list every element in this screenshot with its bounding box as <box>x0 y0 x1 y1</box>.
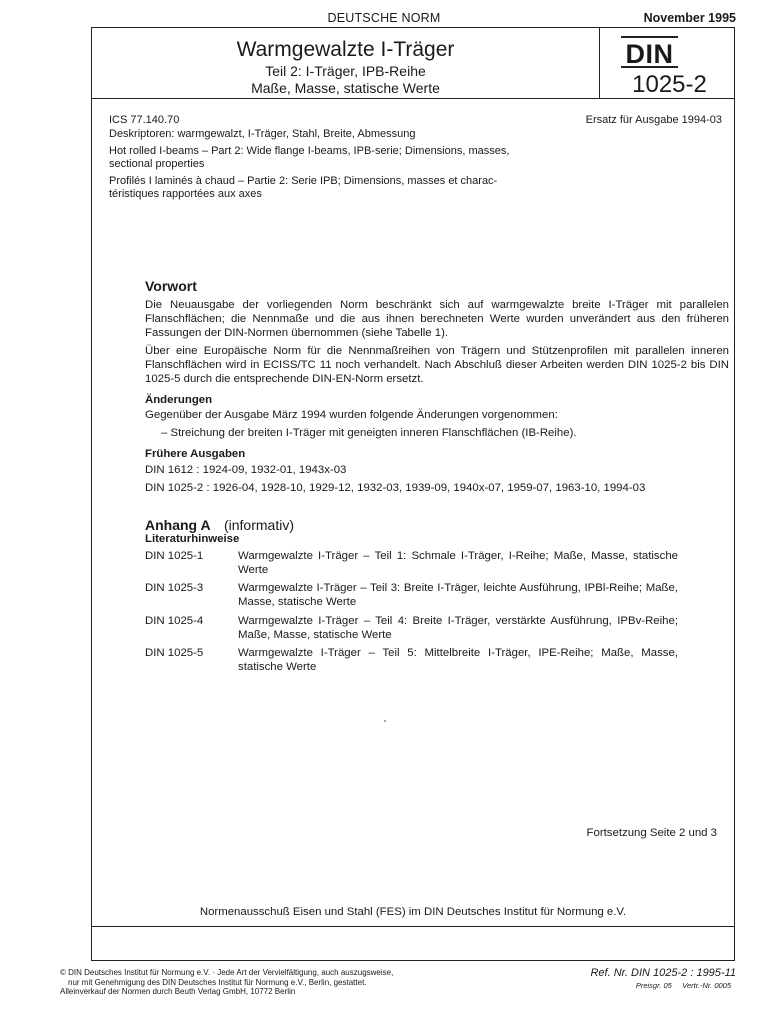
fruehere-ausgaben-line-2: DIN 1025-2 : 1926-04, 1928-10, 1929-12, 1932-03, 1939-09, 1940x-07, 1959-07, 1963-10, 1994-03 <box>145 482 646 494</box>
committee-note: Normenausschuß Eisen und Stahl (FES) im DIN Deutsches Institut für Normung e.V. <box>199 906 627 918</box>
reference-text: Warmgewalzte I-Träger – Teil 3: Breite I-Träger, leichte Ausführung, IPBl-Reihe; Maße, Masse, statische Werte <box>238 582 678 608</box>
reference-code: DIN 1025-4 <box>145 615 204 627</box>
stray-mark <box>384 720 386 722</box>
document-subtitle-2: Maße, Masse, statische Werte <box>251 80 440 96</box>
din-number: 1025-2 <box>632 71 707 98</box>
deskriptoren: Deskriptoren: warmgewalzt, I-Träger, Stahl, Breite, Abmessung <box>109 128 416 140</box>
reference-code: DIN 1025-3 <box>145 582 204 594</box>
document-frame <box>91 27 735 961</box>
reference-code: DIN 1025-5 <box>145 647 204 659</box>
anhang-heading-title: Anhang A <box>145 517 211 533</box>
din-logo: DIN <box>621 36 678 68</box>
literaturhinweise-heading: Literaturhinweise <box>145 533 240 545</box>
copyright-line-2: nur mit Genehmigung des DIN Deutsches Institut für Normung e.V., Berlin, gestattet. <box>68 977 367 987</box>
footer-rule <box>92 926 734 927</box>
copyright-line-3: Alleinverkauf der Normen durch Beuth Verlag GmbH, 10772 Berlin <box>60 987 296 996</box>
copyright-notice <box>60 968 393 997</box>
reference-text: Warmgewalzte I-Träger – Teil 4: Breite I-Träger, verstärkte Ausführung, IPBv-Reihe; Maße, Masse, statische Werte <box>238 615 678 641</box>
anhang-heading-note: (informativ) <box>223 517 294 533</box>
vorwort-paragraph-1: Die Neuausgabe der vorliegenden Norm beschränkt sich auf warmgewalzte breite I-Träger mit parallelen Flanschflächen; die Nennmaße und die aus ihnen berechneten Werte wurden unverändert aus den früheren Fassungen der DIN-Normen übernommen (siehe Tabelle 1). <box>145 299 729 339</box>
french-title-line-2: téristiques rapportées aux axes <box>109 188 262 200</box>
price-group: Preisgr. 05 Vertr.-Nr. 0005 <box>635 981 731 990</box>
fruehere-ausgaben-heading: Frühere Ausgaben <box>145 448 246 460</box>
ics-code: ICS 77.140.70 <box>109 114 180 126</box>
anhang-heading <box>145 517 294 533</box>
english-title-line-1: Hot rolled I-beams – Part 2: Wide flange I-beams, IPB-serie; Dimensions, masses, <box>109 145 510 157</box>
copyright-line-1: © DIN Deutsches Institut für Normung e.V. · Jede Art der Vervielfältigung, auch auszugsweise, <box>60 968 394 977</box>
issue-date: November 1995 <box>643 11 736 25</box>
standard-type-label: DEUTSCHE NORM <box>327 11 441 25</box>
reference-number: Ref. Nr. DIN 1025-2 : 1995-11 <box>590 967 736 979</box>
title-divider <box>599 28 600 98</box>
document-title: Warmgewalzte I-Träger <box>236 38 455 61</box>
english-title-line-2: sectional properties <box>109 158 205 170</box>
ersatz-note: Ersatz für Ausgabe 1994-03 <box>585 114 722 126</box>
fruehere-ausgaben-line-1: DIN 1612 : 1924-09, 1932-01, 1943x-03 <box>145 464 347 476</box>
document-subtitle-1: Teil 2: I-Träger, IPB-Reihe <box>265 63 426 79</box>
aenderungen-heading: Änderungen <box>145 394 213 406</box>
reference-text: Warmgewalzte I-Träger – Teil 5: Mittelbreite I-Träger, IPE-Reihe; Maße, Masse, statische Werte <box>238 647 678 673</box>
french-title-line-1: Profilés I laminés à chaud – Partie 2: Serie IPB; Dimensions, masses et charac- <box>109 175 498 187</box>
aenderungen-item: – Streichung der breiten I-Träger mit geneigten inneren Flanschflächen (IB-Reihe). <box>161 427 577 439</box>
reference-text: Warmgewalzte I-Träger – Teil 1: Schmale I-Träger, I-Reihe; Maße, Masse, statische Werte <box>238 550 678 576</box>
reference-code: DIN 1025-1 <box>145 550 204 562</box>
fortsetzung-note: Fortsetzung Seite 2 und 3 <box>586 827 717 839</box>
vorwort-heading: Vorwort <box>145 278 197 294</box>
aenderungen-text: Gegenüber der Ausgabe März 1994 wurden folgende Änderungen vorgenommen: <box>145 409 558 421</box>
vorwort-paragraph-2: Über eine Europäische Norm für die Nennmaßreihen von Trägern und Stützenprofilen mit parallelen inneren Flanschflächen wird in ECISS/TC 11 noch verhandelt. Nach Abschluß dieser Arbeiten werden DIN 1025-2 bis DIN 1025-5 durch die entsprechende DIN-EN-Norm ersetzt. <box>145 345 729 385</box>
